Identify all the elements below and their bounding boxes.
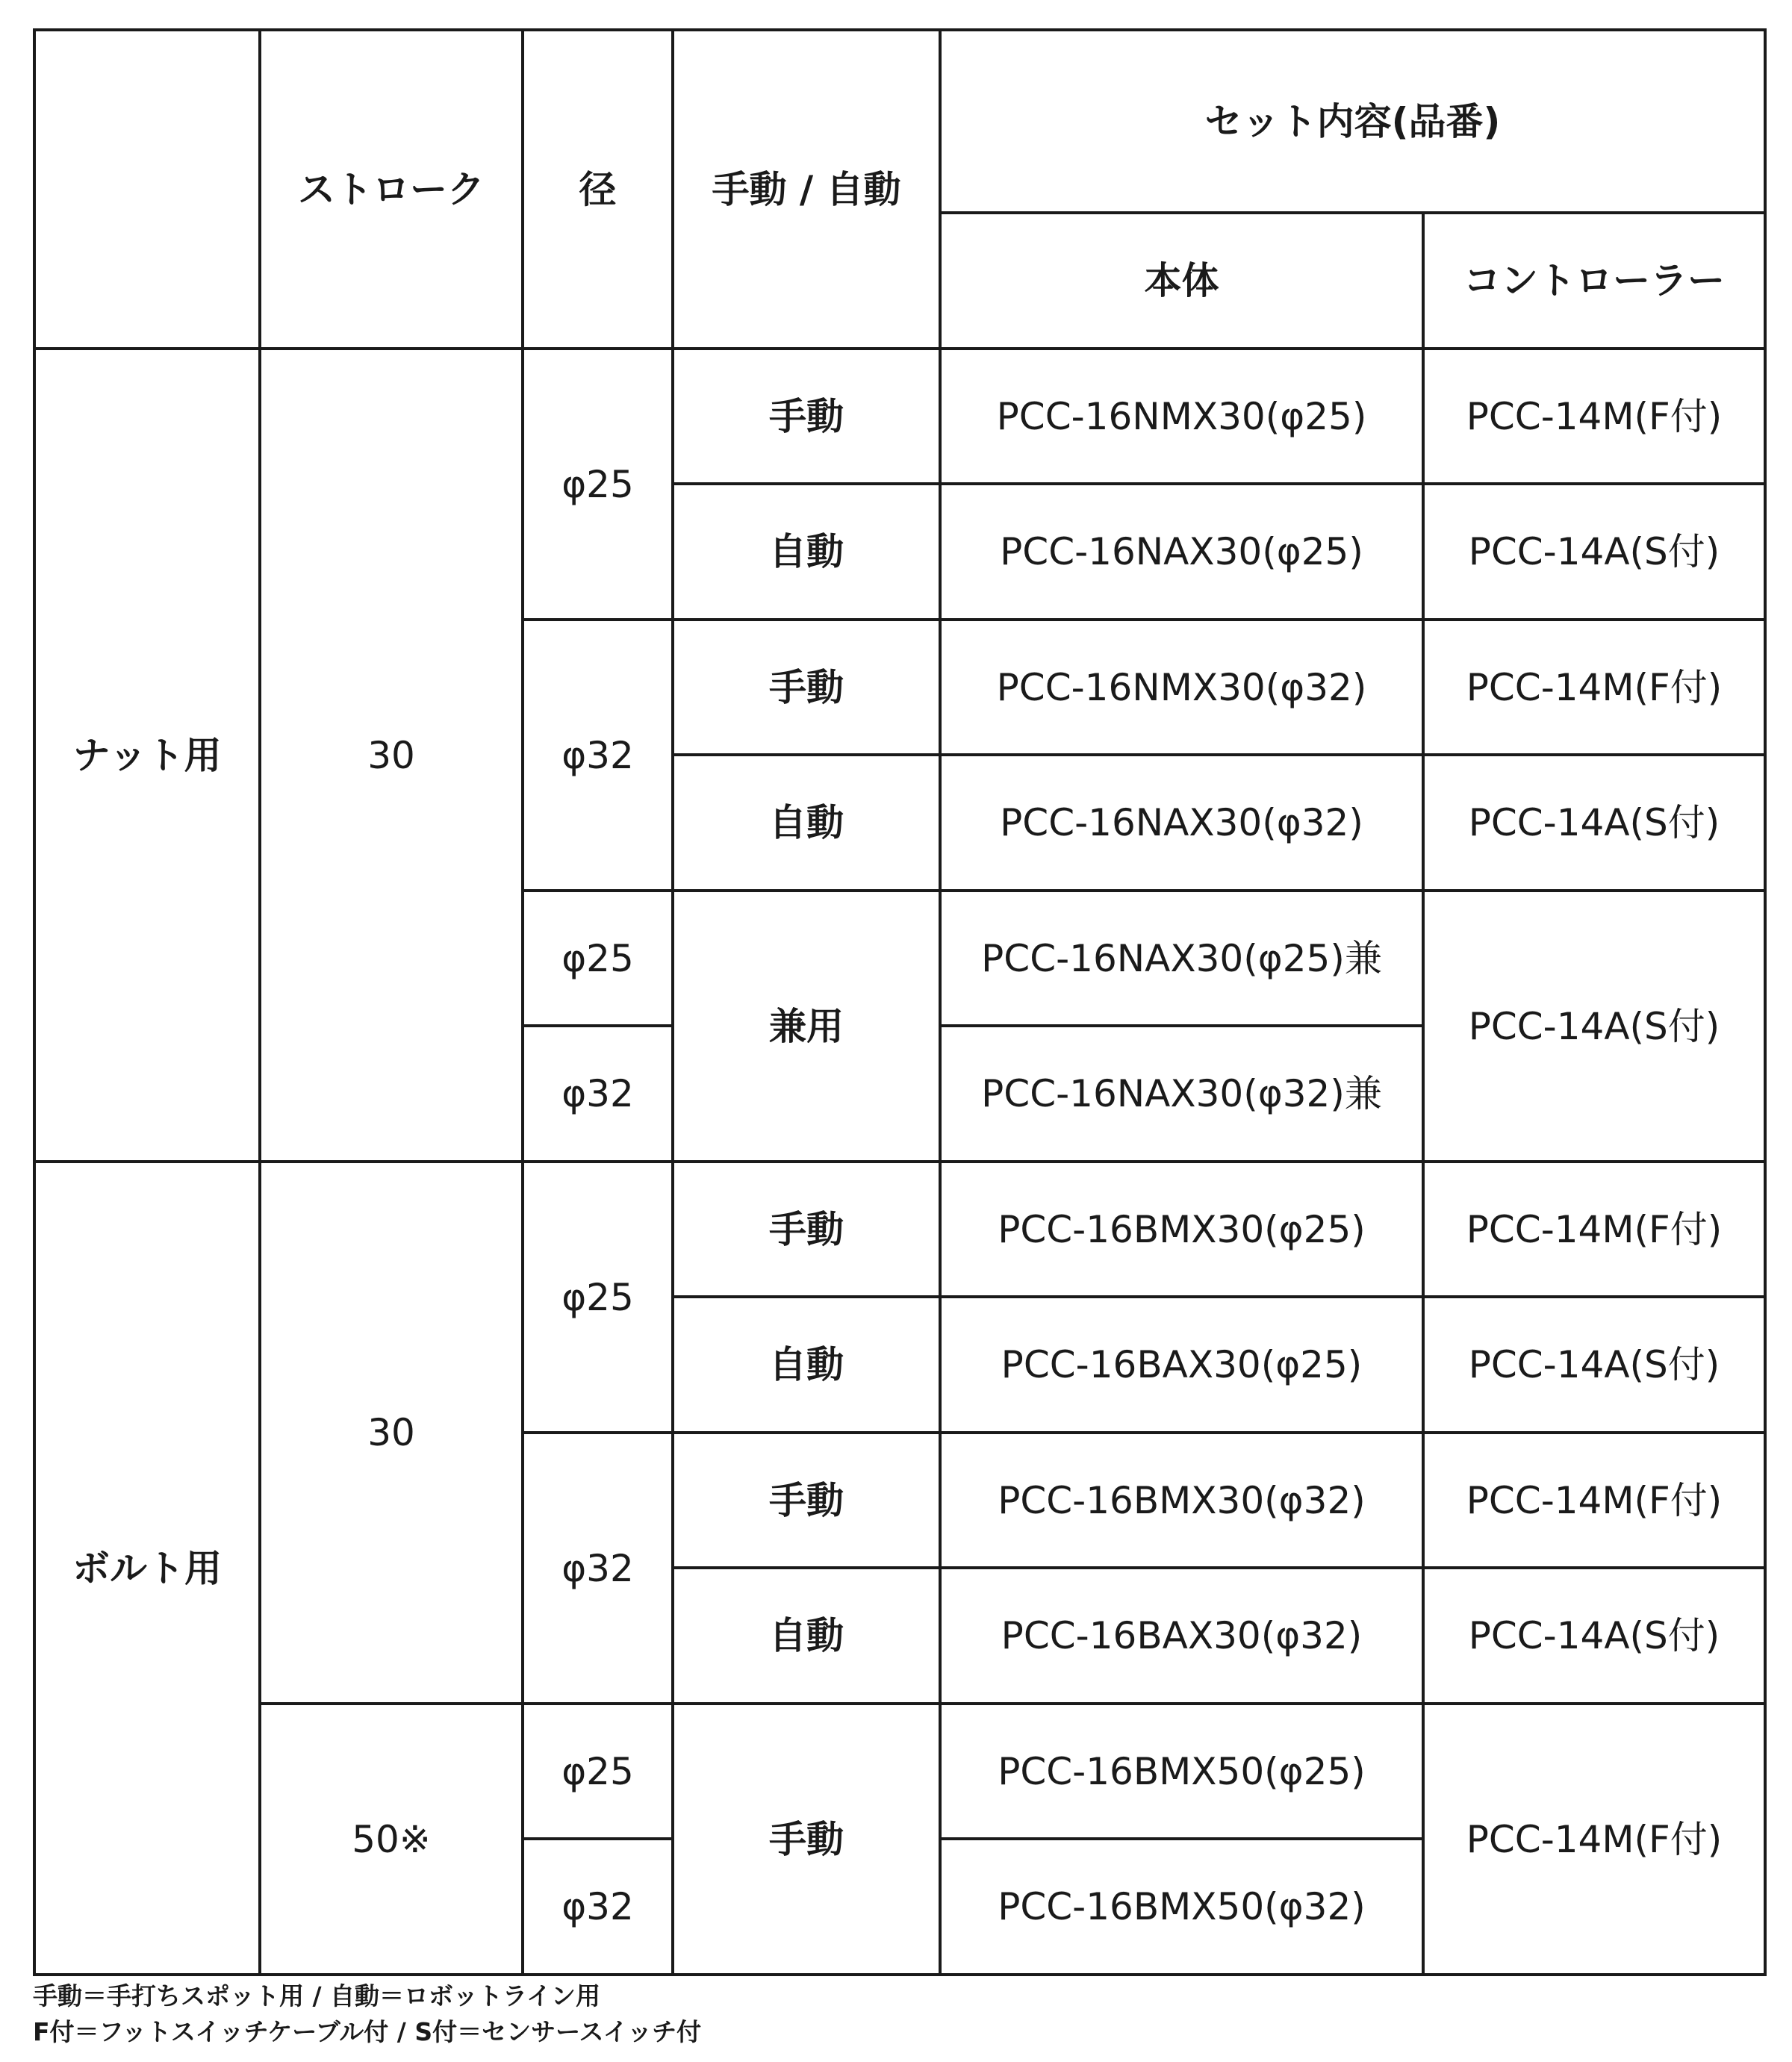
controller-part-cell: PCC-14A(S付) bbox=[1423, 755, 1765, 891]
controller-part-cell: PCC-14A(S付) bbox=[1423, 1568, 1765, 1704]
controller-part-cell: PCC-14A(S付) bbox=[1423, 1297, 1765, 1433]
mode-cell: 手動 bbox=[673, 1704, 940, 1975]
header-corner bbox=[34, 30, 260, 349]
body-part-cell: PCC-16NAX30(φ25)兼 bbox=[940, 891, 1423, 1026]
diameter-cell: φ32 bbox=[523, 1026, 673, 1162]
header-stroke: ストローク bbox=[260, 30, 523, 349]
controller-part-cell: PCC-14A(S付) bbox=[1423, 891, 1765, 1162]
stroke-bolt-50: 50※ bbox=[260, 1704, 523, 1975]
diameter-cell: φ25 bbox=[523, 1162, 673, 1433]
diameter-cell: φ25 bbox=[523, 349, 673, 620]
body-part-cell: PCC-16NAX30(φ32)兼 bbox=[940, 1026, 1423, 1162]
footnote-controller: F付＝フットスイッチケーブル付 / S付＝センサースイッチ付 bbox=[33, 2017, 702, 2046]
type-nut: ナット用 bbox=[34, 349, 260, 1162]
body-part-cell: PCC-16NMX30(φ32) bbox=[940, 620, 1423, 755]
body-part-cell: PCC-16BAX30(φ32) bbox=[940, 1568, 1423, 1704]
body-part-cell: PCC-16NAX30(φ32) bbox=[940, 755, 1423, 891]
body-part-cell: PCC-16BAX30(φ25) bbox=[940, 1297, 1423, 1433]
body-part-cell: PCC-16NAX30(φ25) bbox=[940, 484, 1423, 620]
body-part-cell: PCC-16BMX30(φ25) bbox=[940, 1162, 1423, 1297]
body-part-cell: PCC-16BMX50(φ32) bbox=[940, 1839, 1423, 1975]
header-body: 本体 bbox=[940, 213, 1423, 349]
body-part-cell: PCC-16BMX50(φ25) bbox=[940, 1704, 1423, 1839]
controller-part-cell: PCC-14A(S付) bbox=[1423, 484, 1765, 620]
mode-cell: 手動 bbox=[673, 349, 940, 484]
diameter-cell: φ25 bbox=[523, 1704, 673, 1839]
mode-cell: 手動 bbox=[673, 620, 940, 755]
body-part-cell: PCC-16NMX30(φ25) bbox=[940, 349, 1423, 484]
controller-part-cell: PCC-14M(F付) bbox=[1423, 1162, 1765, 1297]
header-diameter: 径 bbox=[523, 30, 673, 349]
type-bolt: ボルト用 bbox=[34, 1162, 260, 1975]
diameter-cell: φ32 bbox=[523, 1839, 673, 1975]
mode-cell: 手動 bbox=[673, 1433, 940, 1568]
header-mode: 手動 / 自動 bbox=[673, 30, 940, 349]
controller-part-cell: PCC-14M(F付) bbox=[1423, 1704, 1765, 1975]
footnotes bbox=[33, 1978, 701, 2050]
controller-part-cell: PCC-14M(F付) bbox=[1423, 349, 1765, 484]
mode-cell: 自動 bbox=[673, 755, 940, 891]
diameter-cell: φ32 bbox=[523, 620, 673, 891]
stroke-bolt-30: 30 bbox=[260, 1162, 523, 1704]
body-part-cell: PCC-16BMX30(φ32) bbox=[940, 1433, 1423, 1568]
diameter-cell: φ25 bbox=[523, 891, 673, 1026]
stroke-nut: 30 bbox=[260, 349, 523, 1162]
mode-cell: 自動 bbox=[673, 484, 940, 620]
spec-table bbox=[33, 28, 1767, 1976]
mode-cell: 兼用 bbox=[673, 891, 940, 1162]
mode-cell: 自動 bbox=[673, 1568, 940, 1704]
mode-cell: 手動 bbox=[673, 1162, 940, 1297]
header-set-contents: セット内容(品番) bbox=[940, 30, 1765, 213]
controller-part-cell: PCC-14M(F付) bbox=[1423, 620, 1765, 755]
diameter-cell: φ32 bbox=[523, 1433, 673, 1704]
header-controller: コントローラー bbox=[1423, 213, 1765, 349]
controller-part-cell: PCC-14M(F付) bbox=[1423, 1433, 1765, 1568]
mode-cell: 自動 bbox=[673, 1297, 940, 1433]
footnote-mode: 手動＝手打ちスポット用 / 自動＝ロボットライン用 bbox=[33, 1981, 601, 2010]
